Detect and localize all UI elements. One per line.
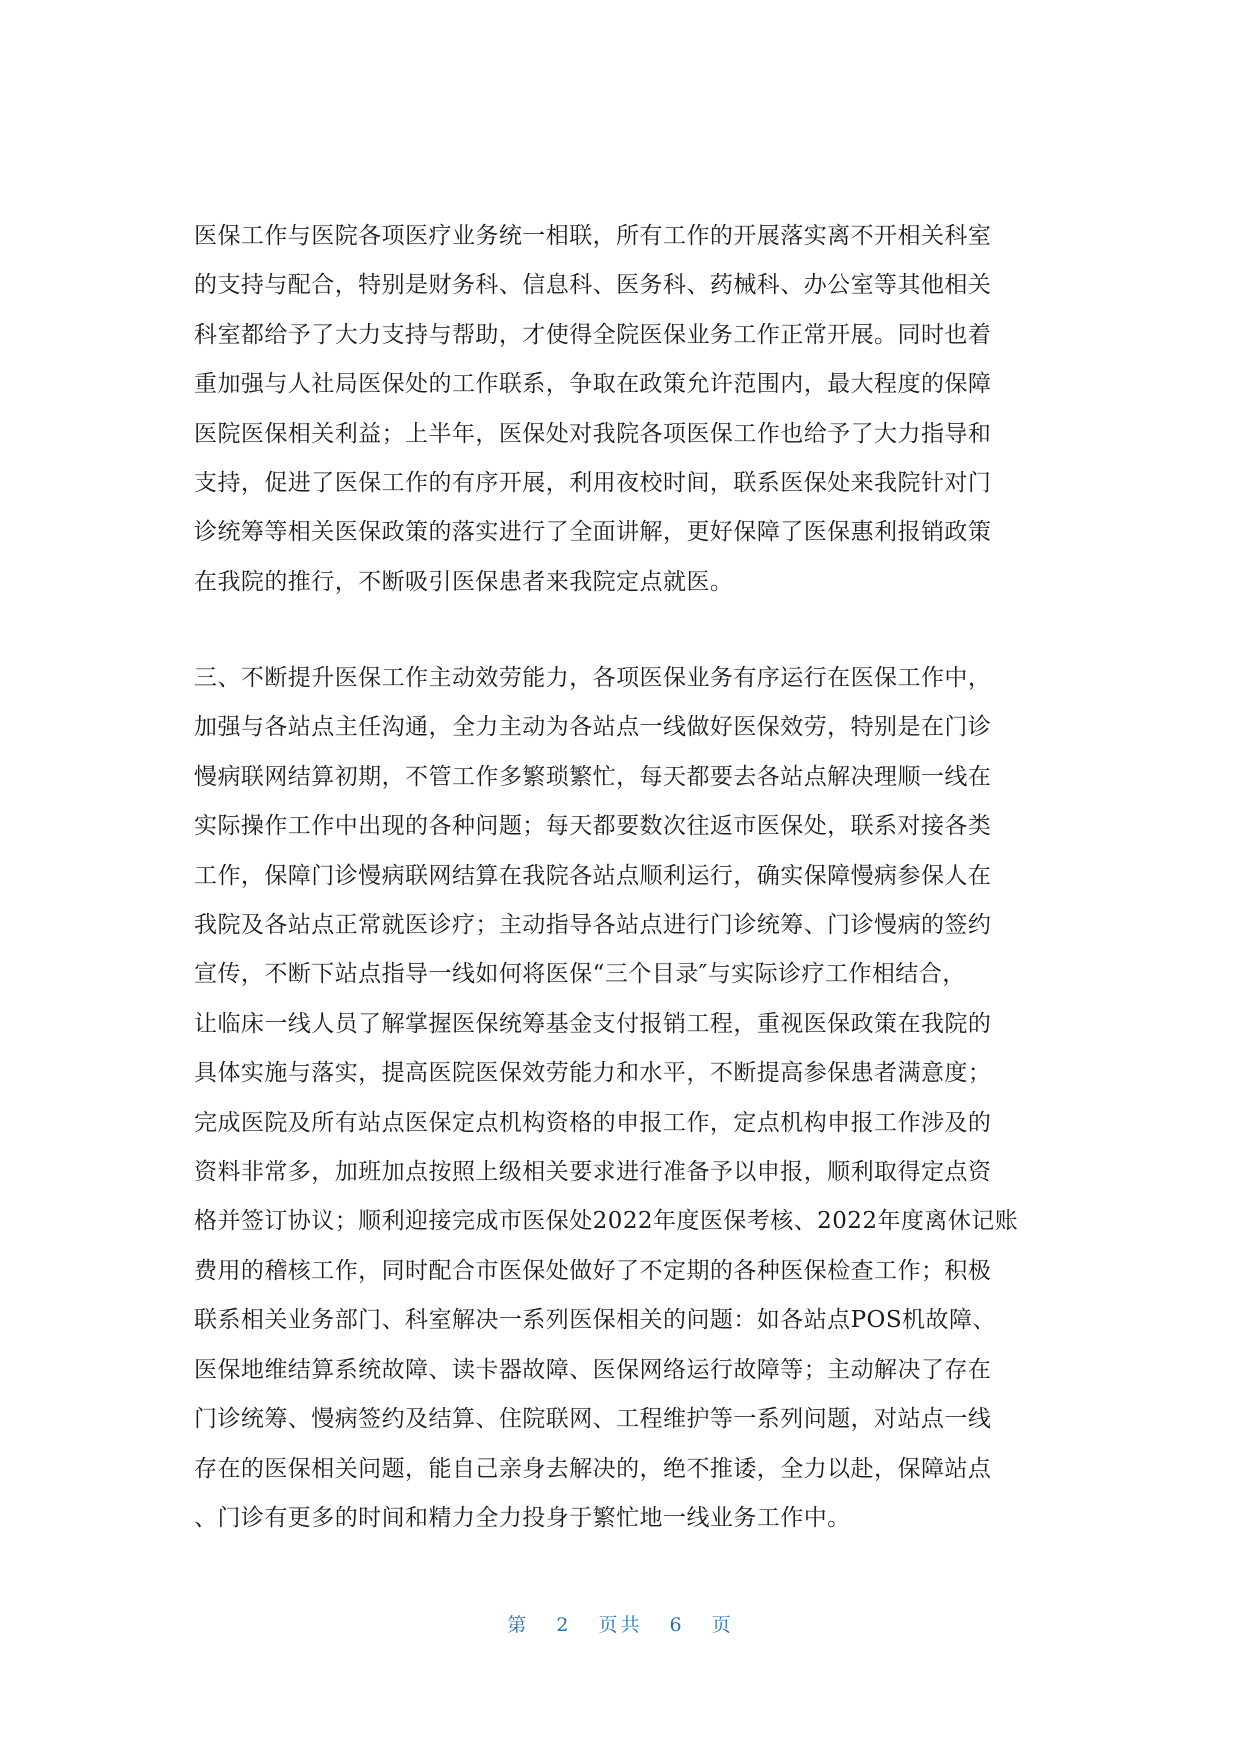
page-label-middle: 页共 [598,1614,643,1636]
paragraph-line: 医保地维结算系统故障、读卡器故障、医保网络运行故障等；主动解决了存在 [194,1356,992,1383]
paragraph-line: 格并签订协议；顺利迎接完成市医保处2022年度医保考核、2022年度离休记账 [194,1208,1019,1235]
current-page-number: 2 [556,1614,572,1636]
paragraph-line: 完成医院及所有站点医保定点机构资格的申报工作，定点机构申报工作涉及的 [194,1109,992,1136]
paragraph-line: 资料非常多，加班加点按照上级相关要求进行准备予以申报，顺利取得定点资 [194,1159,992,1186]
paragraph-line: 联系相关业务部门、科室解决一系列医保相关的问题：如各站点POS机故障、 [194,1307,996,1334]
paragraph-line: 加强与各站点主任沟通，全力主动为各站点一线做好医保效劳，特别是在门诊 [194,714,992,741]
total-page-count: 6 [669,1614,685,1636]
paragraph-line: 科室都给予了大力支持与帮助，才使得全院医保业务工作正常开展。同时也着 [194,321,992,348]
page-number-footer [0,1610,1241,1637]
paragraph-line: 医保工作与医院各项医疗业务统一相联，所有工作的开展落实离不开相关科室 [194,223,992,249]
paragraph-line: 我院及各站点正常就医诊疗；主动指导各站点进行门诊统筹、门诊慢病的签约 [194,912,992,939]
paragraph-line: 实际操作工作中出现的各种问题；每天都要数次往返市医保处，联系对接各类 [194,813,992,840]
paragraph-line: 存在的医保相关问题，能自己亲身去解决的，绝不推诿，全力以赴，保障站点 [194,1455,992,1482]
page-label-suffix: 页 [711,1614,734,1636]
paragraph-line: 慢病联网结算初期，不管工作多繁琐繁忙，每天都要去各站点解决理顺一线在 [194,763,992,790]
paragraph-line: 的支持与配合，特别是财务科、信息科、医务科、药械科、办公室等其他相关 [194,272,992,299]
paragraph-line: 具体实施与落实，提高医院医保效劳能力和水平，不断提高参保患者满意度； [194,1060,992,1087]
paragraph-line: 工作，保障门诊慢病联网结算在我院各站点顺利运行，确实保障慢病参保人在 [194,862,992,889]
page-label-prefix: 第 [507,1614,530,1636]
paragraph-2 [194,654,1050,1543]
paragraph-line: 让临床一线人员了解掌握医保统筹基金支付报销工程，重视医保政策在我院的 [194,1010,992,1037]
paragraph-1 [194,212,1050,607]
paragraph-line: 重加强与人社局医保处的工作联系，争取在政策允许范围内，最大程度的保障 [194,371,992,398]
paragraph-line: 门诊统筹、慢病签约及结算、住院联网、工程维护等一系列问题，对站点一线 [194,1406,992,1433]
paragraph-line: 三、不断提升医保工作主动效劳能力，各项医保业务有序运行在医保工作中， [194,665,992,691]
paragraph-line: 宣传，不断下站点指导一线如何将医保“三个目录″与实际诊疗工作相结合， [194,961,966,988]
paragraph-line: 费用的稽核工作，同时配合市医保处做好了不定期的各种医保检查工作；积极 [194,1257,992,1284]
paragraph-line: 诊统筹等相关医保政策的落实进行了全面讲解，更好保障了医保惠利报销政策 [194,519,992,546]
paragraph-line: 支持，促进了医保工作的有序开展，利用夜校时间，联系医保处来我院针对门 [194,470,992,497]
paragraph-line: 、门诊有更多的时间和精力全力投身于繁忙地一线业务工作中。 [194,1504,851,1531]
paragraph-line: 在我院的推行，不断吸引医保患者来我院定点就医。 [194,568,734,595]
paragraph-line: 医院医保相关利益；上半年，医保处对我院各项医保工作也给予了大力指导和 [194,420,992,447]
